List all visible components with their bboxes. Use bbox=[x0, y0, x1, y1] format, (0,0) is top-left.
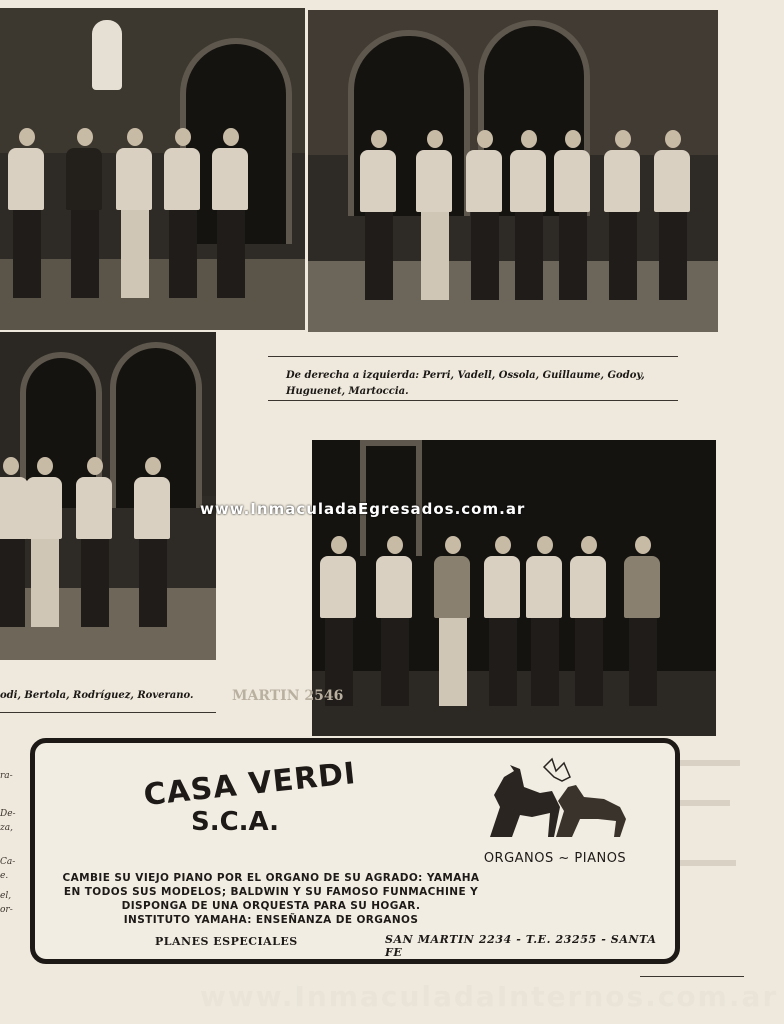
ad-plans: PLANES ESPECIALES bbox=[155, 935, 298, 948]
statue bbox=[92, 20, 122, 90]
ad-body-line-4: INSTITUTO YAMAHA: ENSEÑANZA DE ORGANOS bbox=[123, 914, 419, 926]
ad-address: SAN MARTIN 2234 - T.E. 23255 - SANTA FE bbox=[385, 933, 657, 959]
left-fragment-2: za, bbox=[0, 823, 13, 833]
ad-body-line-1: CAMBIE SU VIEJO PIANO POR EL ORGANO DE SU AGRADO: YAMAHA bbox=[62, 872, 480, 884]
left-fragment-5: el, bbox=[0, 891, 12, 901]
left-fragment-0: ra- bbox=[0, 771, 13, 781]
ad-body-line-2: EN TODOS SUS MODELOS; BALDWIN Y SU FAMOSO FUNMACHINE Y bbox=[63, 886, 479, 898]
photo-top-left bbox=[0, 8, 305, 330]
ad-body bbox=[41, 871, 501, 927]
photo-middle-right bbox=[312, 440, 716, 736]
left-fragment-6: or- bbox=[0, 905, 13, 915]
horses-icon bbox=[480, 757, 630, 843]
ad-tagline: ORGANOS ~ PIANOS bbox=[483, 851, 627, 866]
caption-rule-top bbox=[268, 356, 678, 357]
watermark-bottom: www.InmaculadaInternos.com.ar bbox=[200, 980, 779, 1013]
left-fragment-3: Ca- bbox=[0, 857, 16, 867]
ad-body-line-3: DISPONGA DE UNA ORQUESTA PARA SU HOGAR. bbox=[121, 900, 421, 912]
caption-middle-left: odi, Bertola, Rodríguez, Roverano. bbox=[0, 690, 194, 701]
ad-brand-sca: S.C.A. bbox=[190, 807, 280, 837]
left-fragment-4: e. bbox=[0, 871, 9, 881]
caption-middle-rule bbox=[0, 712, 216, 713]
photo-middle-left bbox=[0, 332, 216, 660]
photo-top-right bbox=[308, 10, 718, 332]
left-fragment-1: De- bbox=[0, 809, 16, 819]
caption-top-right: De derecha a izquierda: Perri, Vadell, Ossola, Guillaume, Godoy, Huguenet, Martoccia. bbox=[286, 370, 645, 397]
watermark-center: www.InmaculadaEgresados.com.ar bbox=[200, 500, 526, 518]
bleed-mid-fragment: MARTIN 2546 bbox=[232, 688, 344, 704]
casa-verdi-ad bbox=[30, 738, 680, 964]
ad-brand: CASA VERDI bbox=[141, 755, 358, 814]
caption-rule-bottom bbox=[268, 400, 678, 401]
